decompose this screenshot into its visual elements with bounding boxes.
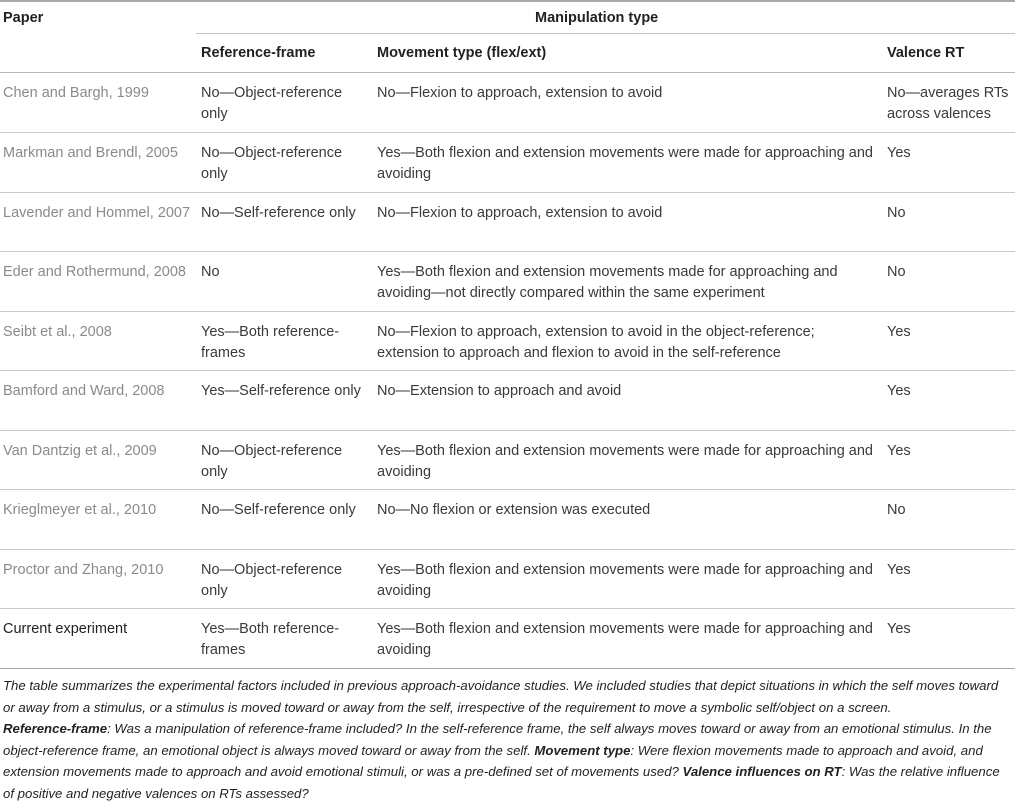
cell-reference-frame: Yes—Both reference-frames [201,324,340,361]
cell-reference-frame: No—Object-reference only [201,145,343,182]
caption-reference-frame-text: : Was a manipulation of reference-frame included? In the self-reference frame, the self always moves toward or away from an emotional stimulus. In the object-reference frame, an emotional object is always moved toward or away from the self. [3,721,992,758]
table-bottom-rule [0,668,1015,669]
cell-paper: Markman and Brendl, 2005 [3,145,178,161]
cell-valence-rt: Yes [887,383,911,399]
cell-paper: Current experiment [3,621,128,637]
caption-movement-type-text: : Were flexion movements made to approach and avoid, and extension movements made to approach and avoid emotional stimuli, or was a pre-defined set of movements used? [3,742,983,779]
cell-movement-type: Yes—Both flexion and extension movements made for approaching and avoiding—not directly compared within the same experiment [377,264,838,301]
header-paper: Paper [3,10,44,26]
caption-term-movement-type: Movement type [534,742,631,758]
cell-movement-type: No—Flexion to approach, extension to avoid [377,205,663,221]
header-movement-type: Movement type (flex/ext) [377,45,547,61]
cell-reference-frame: No—Self-reference only [201,502,356,518]
cell-movement-type: Yes—Both flexion and extension movements were made for approaching and avoiding [377,562,873,599]
table-row [0,371,1015,431]
header-manipulation-type: Manipulation type [535,10,659,26]
cell-valence-rt: No [887,205,906,221]
cell-valence-rt: No [887,502,906,518]
cell-paper: Krieglmeyer et al., 2010 [3,502,157,518]
cell-paper: Chen and Bargh, 1999 [3,85,149,101]
table-row [0,312,1015,372]
cell-valence-rt: No—averages RTs across valences [887,85,1009,122]
cell-paper: Eder and Rothermund, 2008 [3,264,186,280]
caption-term-valence: Valence influences on RT [682,764,842,779]
caption-valence-text: : Was the relative influence of positive and negative valences on RTs assessed? [3,764,1000,801]
table-top-rule [0,0,1015,2]
table-row [0,73,1015,133]
cell-valence-rt: Yes [887,621,911,637]
table-row [0,490,1015,550]
cell-reference-frame: Yes—Both reference-frames [201,621,340,658]
cell-valence-rt: No [887,264,906,280]
caption-intro: The table summarizes the experimental factors included in previous approach-avoidance studies. We included studies that depict situations in which the self moves toward or away from a stimulus, or a stimulus is moved toward or away from the self, irrespective of the requirement to move a symbolic self/object on a screen. [3,678,999,715]
cell-movement-type: No—No flexion or extension was executed [377,502,651,518]
caption-term-reference-frame: Reference-frame [3,721,108,736]
table-row [0,252,1015,312]
cell-paper: Seibt et al., 2008 [3,324,112,340]
header-reference-frame: Reference-frame [201,45,316,61]
cell-movement-type: Yes—Both flexion and extension movements were made for approaching and avoiding [377,621,873,658]
table-caption [3,675,1013,804]
header-group-rule [196,33,1015,34]
cell-reference-frame: Yes—Self-reference only [201,383,361,399]
cell-paper: Proctor and Zhang, 2010 [3,562,164,578]
cell-valence-rt: Yes [887,145,911,161]
cell-reference-frame: No—Object-reference only [201,443,343,480]
table-row [0,133,1015,193]
cell-paper: Bamford and Ward, 2008 [3,383,165,399]
cell-valence-rt: Yes [887,443,911,459]
cell-reference-frame: No—Object-reference only [201,562,343,599]
cell-movement-type: Yes—Both flexion and extension movements were made for approaching and avoiding [377,443,873,480]
header-valence-rt: Valence RT [887,45,965,61]
cell-valence-rt: Yes [887,324,911,340]
cell-movement-type: No—Flexion to approach, extension to avoid [377,85,663,101]
cell-movement-type: Yes—Both flexion and extension movements were made for approaching and avoiding [377,145,873,182]
cell-paper: Van Dantzig et al., 2009 [3,443,157,459]
table-row [0,193,1015,253]
table-row [0,431,1015,491]
table-row [0,550,1015,610]
cell-movement-type: No—Extension to approach and avoid [377,383,622,399]
cell-reference-frame: No [201,264,220,280]
cell-paper: Lavender and Hommel, 2007 [3,205,191,221]
table-row [0,609,1015,669]
cell-reference-frame: No—Object-reference only [201,85,343,122]
cell-valence-rt: Yes [887,562,911,578]
cell-movement-type: No—Flexion to approach, extension to avoid in the object-reference; extension to approach and flexion to avoid in the self-reference [377,324,815,361]
cell-reference-frame: No—Self-reference only [201,205,356,221]
